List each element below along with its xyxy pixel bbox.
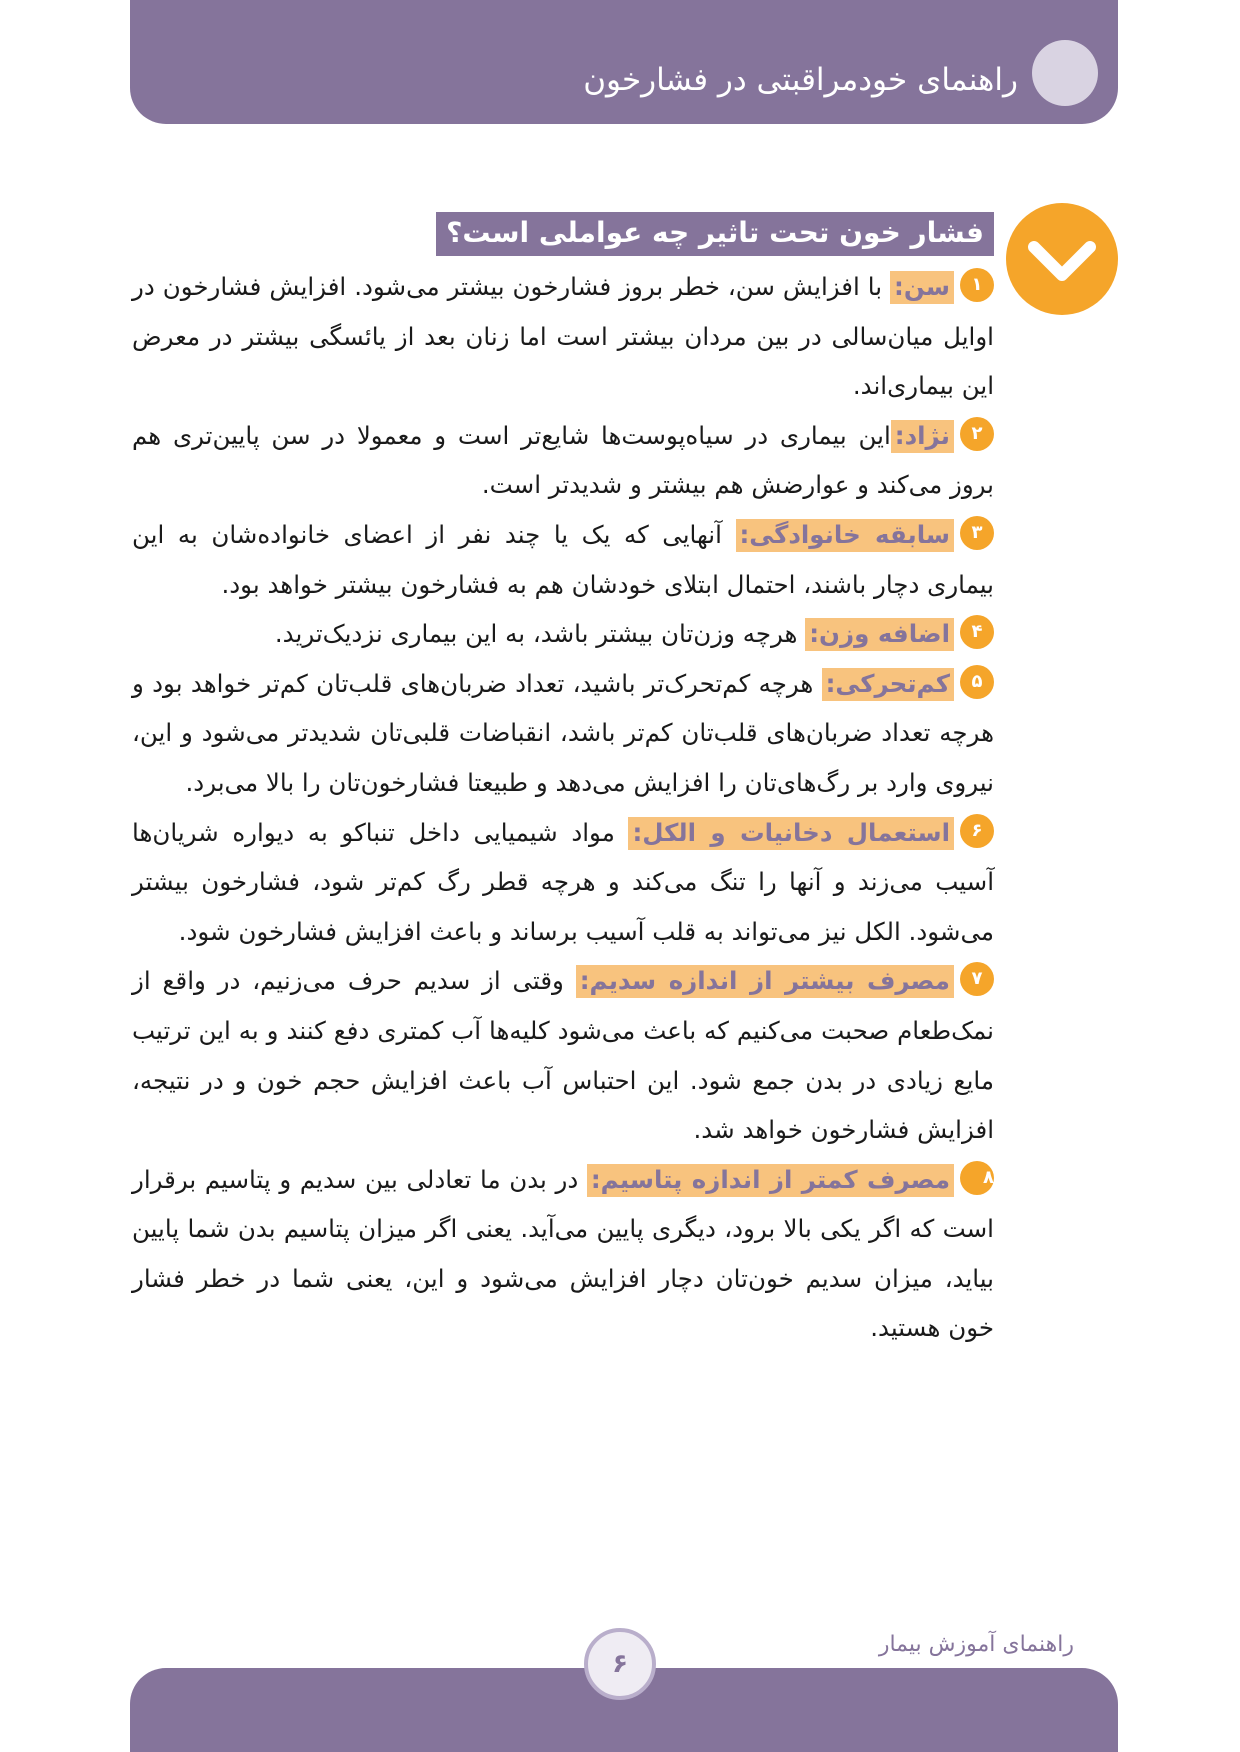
factor-term: مصرف بیشتر از اندازه سدیم: xyxy=(576,965,954,998)
factor-term: سابقه خانوادگی: xyxy=(736,519,955,552)
factor-number: ۴ xyxy=(960,615,994,649)
factor-number: ۱ xyxy=(960,268,994,302)
factor-term: سن: xyxy=(890,271,954,304)
factor-item xyxy=(132,1155,994,1353)
factor-item xyxy=(132,510,994,609)
footer-label: راهنمای آموزش بیمار xyxy=(878,1632,1074,1657)
factor-text: در بدن ما تعادلی بین سدیم و پتاسیم برقرار است که اگر یکی بالا برود، دیگری پایین می‌آید. یعنی اگر میزان پتاسیم بدن شما پایین بیاید، میزان سدیم خون‌تان دچار افزایش می‌شود و این، یعنی شما در خطر فشار خون هستید. xyxy=(132,1164,994,1343)
header-circle-ornament xyxy=(1032,40,1098,106)
factor-number: ۷ xyxy=(960,962,994,996)
factor-number: ۵ xyxy=(960,665,994,699)
factor-term: نژاد: xyxy=(891,420,954,453)
factor-text: مواد شیمیایی داخل تنباکو به دیواره شریان‌ها آسیب می‌زند و آنها را تنگ می‌کند و هرچه قطر رگ کم‌تر شود، فشارخون بیشتر می‌شود. الکل نیز می‌تواند به قلب آسیب برساند و باعث افزایش فشارخون شود. xyxy=(132,817,994,946)
header-title: راهنمای خودمراقبتی در فشارخون xyxy=(583,62,1018,98)
factor-item xyxy=(132,956,994,1154)
factor-item xyxy=(132,262,994,411)
factor-text: این بیماری در سیاه‌پوست‌ها شایع‌تر است و معمولا در سن پایین‌تری هم بروز می‌کند و عوارضش هم بیشتر و شدیدتر است. xyxy=(132,420,994,500)
factor-number: ۲ xyxy=(960,417,994,451)
factor-item xyxy=(132,609,994,659)
section-heading: فشار خون تحت تاثیر چه عواملی است؟ xyxy=(436,212,994,256)
factor-text: هرچه وزن‌تان بیشتر باشد، به این بیماری نزدیک‌ترید. xyxy=(274,619,806,649)
factor-text: آنهایی که یک یا چند نفر از اعضای خانواده‌شان به این بیماری دچار باشند، احتمال ابتلای خودشان هم به فشارخون بیشتر خواهد بود. xyxy=(132,519,994,599)
chevron-down-icon-shape xyxy=(1006,203,1118,315)
factor-term: مصرف کمتر از اندازه پتاسیم: xyxy=(587,1164,954,1197)
page-number: ۶ xyxy=(584,1628,656,1700)
factor-term: استعمال دخانیات و الکل: xyxy=(628,817,954,850)
factor-number: ۶ xyxy=(960,814,994,848)
factor-text: وقتی از سدیم حرف می‌زنیم، در واقع از نمک‌طعام صحبت می‌کنیم که باعث می‌شود کلیه‌ها آب کمتری دفع کنند و به این ترتیب مایع زیادی در بدن جمع شود. این احتباس آب باعث افزایش حجم خون و در نتیجه، افزایش فشارخون خواهد شد. xyxy=(132,966,994,1145)
factor-item xyxy=(132,411,994,510)
factor-text: با افزایش سن، خطر بروز فشارخون بیشتر می‌شود. افزایش فشارخون در اوایل میان‌سالی در بین مردان بیشتر است اما زنان بعد از یائسگی بیشتر در معرض این بیماری‌اند. xyxy=(132,272,994,401)
factor-term: اضافه وزن: xyxy=(805,618,954,651)
header-bar xyxy=(130,0,1118,124)
factor-number: ۸ xyxy=(960,1161,994,1195)
factor-number: ۳ xyxy=(960,516,994,550)
factors-list xyxy=(132,262,994,1353)
factor-item xyxy=(132,659,994,808)
chevron-down-icon xyxy=(1006,203,1118,315)
factor-term: کم‌تحرکی: xyxy=(822,668,954,701)
factor-text: هرچه کم‌تحرک‌تر باشید، تعداد ضربان‌های قلب‌تان کم‌تر خواهد بود و هرچه تعداد ضربان‌های قلب‌تان کم‌تر باشد، انقباضات قلبی‌تان شدیدتر می‌شود و این، نیروی وارد بر رگ‌های‌تان را افزایش می‌دهد و طبیعتا فشارخون‌تان را بالا می‌برد. xyxy=(132,668,994,797)
factor-item xyxy=(132,808,994,957)
